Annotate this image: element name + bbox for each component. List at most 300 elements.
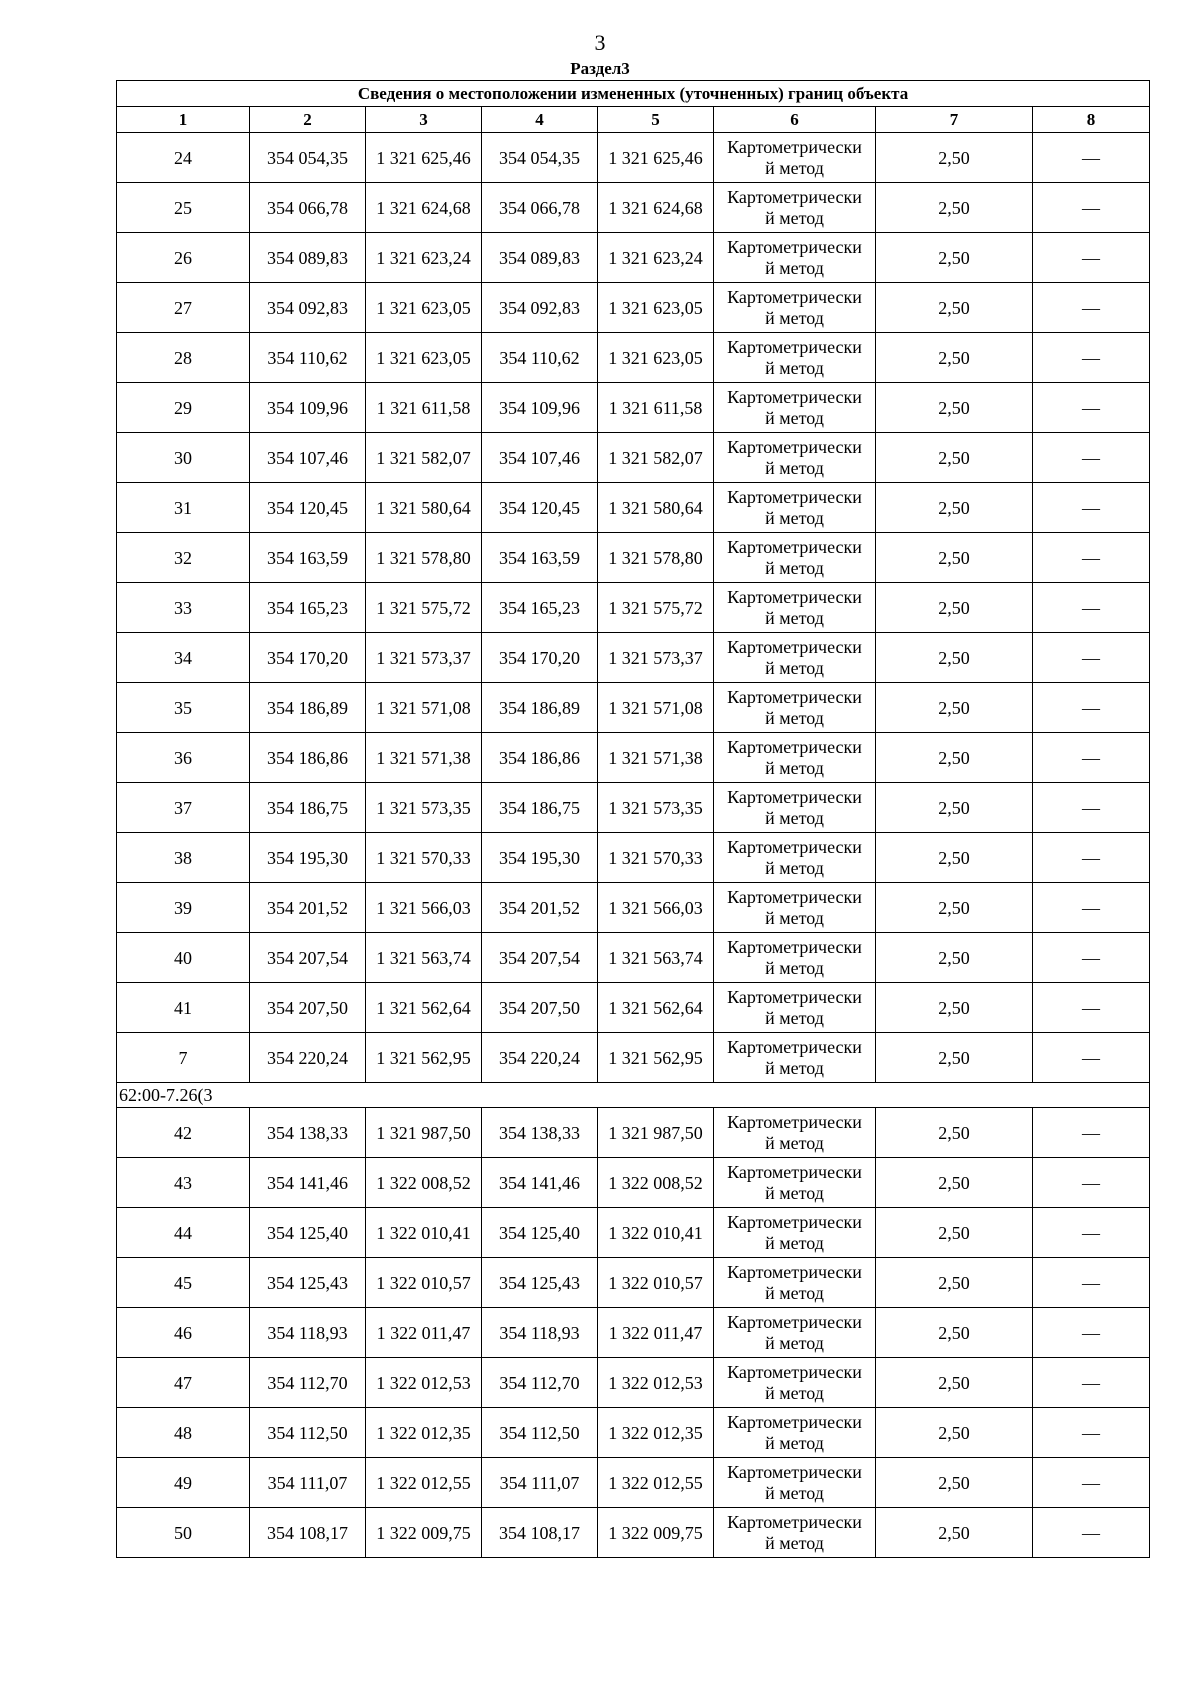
coordinate-cell: 354 118,93 <box>250 1308 366 1358</box>
method-line: й метод <box>765 307 824 328</box>
coordinate-cell: 1 321 571,08 <box>598 683 714 733</box>
description-cell: — <box>1033 283 1150 333</box>
coordinate-cell: 1 322 008,52 <box>598 1158 714 1208</box>
coordinate-cell: 354 125,40 <box>250 1208 366 1258</box>
coordinate-cell: 1 321 611,58 <box>366 383 482 433</box>
point-number-cell: 30 <box>117 433 250 483</box>
description-cell: — <box>1033 783 1150 833</box>
accuracy-cell: 2,50 <box>876 1108 1033 1158</box>
method-line: Картометрически <box>727 636 862 657</box>
coordinate-cell: 354 170,20 <box>250 633 366 683</box>
method-line: й метод <box>765 1282 824 1303</box>
method-cell <box>714 783 876 833</box>
point-number-cell: 48 <box>117 1408 250 1458</box>
table-row <box>117 1033 1150 1083</box>
coordinate-cell: 354 220,24 <box>250 1033 366 1083</box>
method-cell <box>714 583 876 633</box>
accuracy-cell: 2,50 <box>876 483 1033 533</box>
point-number-cell: 33 <box>117 583 250 633</box>
accuracy-cell: 2,50 <box>876 1308 1033 1358</box>
description-cell: — <box>1033 183 1150 233</box>
coordinate-cell: 354 092,83 <box>250 283 366 333</box>
coordinate-cell: 1 321 611,58 <box>598 383 714 433</box>
method-cell <box>714 1508 876 1558</box>
accuracy-cell: 2,50 <box>876 683 1033 733</box>
table-row <box>117 533 1150 583</box>
method-cell <box>714 933 876 983</box>
table-row <box>117 1508 1150 1558</box>
coordinate-cell: 354 108,17 <box>250 1508 366 1558</box>
accuracy-cell: 2,50 <box>876 633 1033 683</box>
table-row <box>117 1158 1150 1208</box>
method-line: й метод <box>765 907 824 928</box>
coordinate-cell: 354 201,52 <box>482 883 598 933</box>
coordinate-cell: 1 322 010,41 <box>366 1208 482 1258</box>
description-cell: — <box>1033 1308 1150 1358</box>
table-row <box>117 583 1150 633</box>
point-number-cell: 45 <box>117 1258 250 1308</box>
method-line: й метод <box>765 557 824 578</box>
coordinate-cell: 354 207,54 <box>482 933 598 983</box>
point-number-cell: 49 <box>117 1458 250 1508</box>
method-line: й метод <box>765 707 824 728</box>
table-row <box>117 183 1150 233</box>
accuracy-cell: 2,50 <box>876 1408 1033 1458</box>
method-cell <box>714 983 876 1033</box>
point-number-cell: 46 <box>117 1308 250 1358</box>
method-cell <box>714 633 876 683</box>
method-line: й метод <box>765 257 824 278</box>
page-number: 3 <box>594 30 606 55</box>
coordinate-cell: 1 322 010,57 <box>366 1258 482 1308</box>
table-row <box>117 1108 1150 1158</box>
coordinate-cell: 1 321 582,07 <box>598 433 714 483</box>
coordinate-cell: 354 112,70 <box>482 1358 598 1408</box>
description-cell: — <box>1033 1208 1150 1258</box>
coordinate-cell: 1 321 623,05 <box>366 283 482 333</box>
coordinate-cell: 1 322 010,41 <box>598 1208 714 1258</box>
method-cell <box>714 1258 876 1308</box>
coordinate-cell: 354 054,35 <box>482 133 598 183</box>
method-line: Картометрически <box>727 436 862 457</box>
description-cell: — <box>1033 933 1150 983</box>
point-number-cell: 31 <box>117 483 250 533</box>
method-line: й метод <box>765 757 824 778</box>
point-number-cell: 38 <box>117 833 250 883</box>
coordinate-cell: 354 066,78 <box>250 183 366 233</box>
description-cell: — <box>1033 483 1150 533</box>
coordinate-cell: 1 322 012,35 <box>598 1408 714 1458</box>
coordinate-cell: 354 109,96 <box>482 383 598 433</box>
point-number-cell: 36 <box>117 733 250 783</box>
method-line: Картометрически <box>727 736 862 757</box>
description-cell: — <box>1033 883 1150 933</box>
method-line: Картометрически <box>727 936 862 957</box>
coordinate-cell: 354 207,50 <box>482 983 598 1033</box>
accuracy-cell: 2,50 <box>876 533 1033 583</box>
method-cell <box>714 1108 876 1158</box>
coordinate-cell: 354 112,50 <box>482 1408 598 1458</box>
coordinate-cell: 1 321 580,64 <box>366 483 482 533</box>
description-cell: — <box>1033 1258 1150 1308</box>
accuracy-cell: 2,50 <box>876 433 1033 483</box>
coordinate-cell: 1 321 573,35 <box>598 783 714 833</box>
method-cell <box>714 533 876 583</box>
coordinate-cell: 354 054,35 <box>250 133 366 183</box>
coordinate-cell: 1 321 623,24 <box>598 233 714 283</box>
method-line: Картометрически <box>727 686 862 707</box>
coordinate-cell: 1 321 623,05 <box>366 333 482 383</box>
method-line: й метод <box>765 507 824 528</box>
accuracy-cell: 2,50 <box>876 1458 1033 1508</box>
accuracy-cell: 2,50 <box>876 1358 1033 1408</box>
method-line: й метод <box>765 1482 824 1503</box>
description-cell: — <box>1033 733 1150 783</box>
coordinate-cell: 1 321 562,64 <box>598 983 714 1033</box>
point-number-cell: 40 <box>117 933 250 983</box>
coordinate-cell: 1 322 012,53 <box>598 1358 714 1408</box>
coordinate-cell: 1 321 624,68 <box>598 183 714 233</box>
coordinate-cell: 1 321 570,33 <box>366 833 482 883</box>
method-line: Картометрически <box>727 786 862 807</box>
point-number-cell: 50 <box>117 1508 250 1558</box>
description-cell: — <box>1033 1158 1150 1208</box>
coordinate-cell: 1 321 987,50 <box>598 1108 714 1158</box>
description-cell: — <box>1033 1358 1150 1408</box>
method-line: й метод <box>765 1332 824 1353</box>
coordinate-cell: 354 186,89 <box>482 683 598 733</box>
method-line: Картометрически <box>727 536 862 557</box>
method-line: й метод <box>765 957 824 978</box>
description-cell: — <box>1033 383 1150 433</box>
column-number: 2 <box>250 107 366 133</box>
method-line: Картометрически <box>727 1361 862 1382</box>
method-line: Картометрически <box>727 236 862 257</box>
method-line: Картометрически <box>727 386 862 407</box>
method-line: Картометрически <box>727 286 862 307</box>
coordinate-cell: 1 321 625,46 <box>366 133 482 183</box>
coordinate-cell: 354 141,46 <box>482 1158 598 1208</box>
group-label-row <box>117 1083 1150 1108</box>
method-cell <box>714 183 876 233</box>
section-title: Раздел3 <box>570 59 630 78</box>
coordinate-cell: 354 186,86 <box>482 733 598 783</box>
description-cell: — <box>1033 1108 1150 1158</box>
coordinate-cell: 1 321 562,95 <box>366 1033 482 1083</box>
coordinate-cell: 354 186,86 <box>250 733 366 783</box>
method-line: Картометрически <box>727 1036 862 1057</box>
method-line: Картометрически <box>727 486 862 507</box>
coordinate-cell: 1 321 562,64 <box>366 983 482 1033</box>
method-line: Картометрически <box>727 1261 862 1282</box>
coordinate-cell: 354 109,96 <box>250 383 366 433</box>
method-cell <box>714 833 876 883</box>
accuracy-cell: 2,50 <box>876 1033 1033 1083</box>
table-row <box>117 133 1150 183</box>
method-cell <box>714 733 876 783</box>
coordinate-cell: 354 163,59 <box>482 533 598 583</box>
group-label: 62:00-7.26(3 <box>117 1083 1150 1108</box>
coordinate-cell: 1 321 578,80 <box>366 533 482 583</box>
method-line: й метод <box>765 207 824 228</box>
accuracy-cell: 2,50 <box>876 1158 1033 1208</box>
accuracy-cell: 2,50 <box>876 133 1033 183</box>
coordinate-cell: 354 195,30 <box>482 833 598 883</box>
method-line: Картометрически <box>727 1111 862 1132</box>
point-number-cell: 37 <box>117 783 250 833</box>
coordinate-cell: 354 186,75 <box>250 783 366 833</box>
coordinate-cell: 1 322 009,75 <box>598 1508 714 1558</box>
accuracy-cell: 2,50 <box>876 233 1033 283</box>
coordinate-cell: 354 107,46 <box>250 433 366 483</box>
table-body <box>117 133 1150 1558</box>
accuracy-cell: 2,50 <box>876 983 1033 1033</box>
description-cell: — <box>1033 433 1150 483</box>
coordinate-cell: 354 220,24 <box>482 1033 598 1083</box>
coordinate-cell: 354 207,54 <box>250 933 366 983</box>
column-number-row <box>117 107 1150 133</box>
method-cell <box>714 283 876 333</box>
coordinate-cell: 354 120,45 <box>482 483 598 533</box>
coordinate-cell: 1 321 566,03 <box>366 883 482 933</box>
coordinate-cell: 1 322 010,57 <box>598 1258 714 1308</box>
coordinate-cell: 354 195,30 <box>250 833 366 883</box>
coordinate-cell: 1 321 563,74 <box>598 933 714 983</box>
method-cell <box>714 1158 876 1208</box>
method-line: Картометрически <box>727 836 862 857</box>
coordinate-cell: 354 201,52 <box>250 883 366 933</box>
coordinate-cell: 354 111,07 <box>250 1458 366 1508</box>
coordinate-cell: 1 322 012,55 <box>598 1458 714 1508</box>
coordinate-cell: 1 321 575,72 <box>598 583 714 633</box>
coordinate-cell: 1 321 625,46 <box>598 133 714 183</box>
method-line: Картометрически <box>727 1311 862 1332</box>
method-cell <box>714 383 876 433</box>
coordinate-cell: 354 107,46 <box>482 433 598 483</box>
coordinate-cell: 354 112,70 <box>250 1358 366 1408</box>
table-row <box>117 1208 1150 1258</box>
coordinate-cell: 354 207,50 <box>250 983 366 1033</box>
description-cell: — <box>1033 233 1150 283</box>
method-cell <box>714 1358 876 1408</box>
table-row <box>117 683 1150 733</box>
table-row <box>117 633 1150 683</box>
coordinate-cell: 1 321 623,05 <box>598 283 714 333</box>
coordinate-cell: 354 111,07 <box>482 1458 598 1508</box>
accuracy-cell: 2,50 <box>876 283 1033 333</box>
coordinate-cell: 354 089,83 <box>482 233 598 283</box>
column-number: 4 <box>482 107 598 133</box>
method-line: й метод <box>765 1132 824 1153</box>
coordinate-cell: 354 125,43 <box>482 1258 598 1308</box>
method-line: й метод <box>765 1432 824 1453</box>
table-row <box>117 1458 1150 1508</box>
description-cell: — <box>1033 583 1150 633</box>
point-number-cell: 34 <box>117 633 250 683</box>
coordinate-cell: 1 321 562,95 <box>598 1033 714 1083</box>
point-number-cell: 32 <box>117 533 250 583</box>
table-row <box>117 483 1150 533</box>
coordinate-cell: 354 118,93 <box>482 1308 598 1358</box>
coordinate-cell: 354 092,83 <box>482 283 598 333</box>
method-cell <box>714 483 876 533</box>
accuracy-cell: 2,50 <box>876 333 1033 383</box>
coordinate-cell: 354 112,50 <box>250 1408 366 1458</box>
accuracy-cell: 2,50 <box>876 883 1033 933</box>
coordinate-cell: 354 165,23 <box>250 583 366 633</box>
description-cell: — <box>1033 683 1150 733</box>
coordinate-cell: 354 108,17 <box>482 1508 598 1558</box>
table-row <box>117 933 1150 983</box>
coordinate-cell: 1 322 012,55 <box>366 1458 482 1508</box>
point-number-cell: 41 <box>117 983 250 1033</box>
description-cell: — <box>1033 983 1150 1033</box>
coordinate-cell: 1 321 987,50 <box>366 1108 482 1158</box>
table-row <box>117 233 1150 283</box>
coordinate-cell: 354 089,83 <box>250 233 366 283</box>
method-cell <box>714 1308 876 1358</box>
description-cell: — <box>1033 533 1150 583</box>
point-number-cell: 28 <box>117 333 250 383</box>
method-line: Картометрически <box>727 1461 862 1482</box>
coordinate-cell: 354 138,33 <box>250 1108 366 1158</box>
coordinate-cell: 1 322 009,75 <box>366 1508 482 1558</box>
accuracy-cell: 2,50 <box>876 1508 1033 1558</box>
point-number-cell: 42 <box>117 1108 250 1158</box>
accuracy-cell: 2,50 <box>876 183 1033 233</box>
description-cell: — <box>1033 1458 1150 1508</box>
point-number-cell: 43 <box>117 1158 250 1208</box>
method-line: й метод <box>765 1182 824 1203</box>
column-number: 1 <box>117 107 250 133</box>
accuracy-cell: 2,50 <box>876 1258 1033 1308</box>
point-number-cell: 29 <box>117 383 250 433</box>
point-number-cell: 27 <box>117 283 250 333</box>
accuracy-cell: 2,50 <box>876 783 1033 833</box>
table-row <box>117 983 1150 1033</box>
method-line: Картометрически <box>727 1161 862 1182</box>
method-line: Картометрически <box>727 986 862 1007</box>
table-row <box>117 833 1150 883</box>
point-number-cell: 7 <box>117 1033 250 1083</box>
method-line: Картометрически <box>727 1411 862 1432</box>
coordinate-cell: 1 321 624,68 <box>366 183 482 233</box>
column-number: 6 <box>714 107 876 133</box>
coordinate-cell: 1 322 012,53 <box>366 1358 482 1408</box>
column-number: 7 <box>876 107 1033 133</box>
coordinate-cell: 354 125,40 <box>482 1208 598 1258</box>
point-number-cell: 24 <box>117 133 250 183</box>
method-line: й метод <box>765 1382 824 1403</box>
table-row <box>117 1258 1150 1308</box>
accuracy-cell: 2,50 <box>876 583 1033 633</box>
table-row <box>117 383 1150 433</box>
coordinate-cell: 1 321 573,37 <box>598 633 714 683</box>
table-row <box>117 433 1150 483</box>
coordinate-cell: 1 321 570,33 <box>598 833 714 883</box>
coordinate-cell: 1 321 623,24 <box>366 233 482 283</box>
coordinate-cell: 354 110,62 <box>250 333 366 383</box>
description-cell: — <box>1033 833 1150 883</box>
method-cell <box>714 1033 876 1083</box>
method-line: Картометрически <box>727 136 862 157</box>
table-row <box>117 1358 1150 1408</box>
coordinates-table <box>116 80 1150 1558</box>
description-cell: — <box>1033 133 1150 183</box>
coordinate-cell: 1 322 011,47 <box>366 1308 482 1358</box>
coordinate-cell: 354 170,20 <box>482 633 598 683</box>
accuracy-cell: 2,50 <box>876 933 1033 983</box>
method-cell <box>714 233 876 283</box>
method-line: й метод <box>765 857 824 878</box>
coordinate-cell: 1 322 011,47 <box>598 1308 714 1358</box>
description-cell: — <box>1033 333 1150 383</box>
method-cell <box>714 883 876 933</box>
method-line: Картометрически <box>727 186 862 207</box>
method-line: Картометрически <box>727 1511 862 1532</box>
coordinate-cell: 1 322 012,35 <box>366 1408 482 1458</box>
coordinate-cell: 1 321 573,37 <box>366 633 482 683</box>
coordinate-cell: 354 186,89 <box>250 683 366 733</box>
method-cell <box>714 683 876 733</box>
coordinate-cell: 1 321 573,35 <box>366 783 482 833</box>
point-number-cell: 35 <box>117 683 250 733</box>
description-cell: — <box>1033 633 1150 683</box>
method-line: й метод <box>765 1057 824 1078</box>
method-line: Картометрически <box>727 586 862 607</box>
coordinate-cell: 354 066,78 <box>482 183 598 233</box>
table-row <box>117 883 1150 933</box>
coordinate-cell: 1 321 563,74 <box>366 933 482 983</box>
method-line: й метод <box>765 357 824 378</box>
accuracy-cell: 2,50 <box>876 383 1033 433</box>
column-number: 8 <box>1033 107 1150 133</box>
point-number-cell: 39 <box>117 883 250 933</box>
method-line: й метод <box>765 157 824 178</box>
coordinate-cell: 1 321 580,64 <box>598 483 714 533</box>
method-cell <box>714 133 876 183</box>
table-row <box>117 333 1150 383</box>
coordinate-cell: 1 321 578,80 <box>598 533 714 583</box>
point-number-cell: 25 <box>117 183 250 233</box>
point-number-cell: 44 <box>117 1208 250 1258</box>
coordinate-cell: 1 321 571,08 <box>366 683 482 733</box>
table-row <box>117 733 1150 783</box>
table-row <box>117 783 1150 833</box>
accuracy-cell: 2,50 <box>876 833 1033 883</box>
column-number: 5 <box>598 107 714 133</box>
coordinate-cell: 354 138,33 <box>482 1108 598 1158</box>
method-cell <box>714 1458 876 1508</box>
coordinate-cell: 354 141,46 <box>250 1158 366 1208</box>
accuracy-cell: 2,50 <box>876 1208 1033 1258</box>
coordinate-cell: 1 321 623,05 <box>598 333 714 383</box>
description-cell: — <box>1033 1033 1150 1083</box>
method-line: й метод <box>765 807 824 828</box>
method-line: й метод <box>765 1007 824 1028</box>
method-line: й метод <box>765 1232 824 1253</box>
coordinate-cell: 354 125,43 <box>250 1258 366 1308</box>
coordinate-cell: 1 322 008,52 <box>366 1158 482 1208</box>
coordinate-cell: 354 110,62 <box>482 333 598 383</box>
coordinate-cell: 1 321 582,07 <box>366 433 482 483</box>
table-row <box>117 283 1150 333</box>
coordinate-cell: 354 120,45 <box>250 483 366 533</box>
method-line: Картометрически <box>727 1211 862 1232</box>
method-line: й метод <box>765 1532 824 1553</box>
method-cell <box>714 1208 876 1258</box>
table-row <box>117 1408 1150 1458</box>
